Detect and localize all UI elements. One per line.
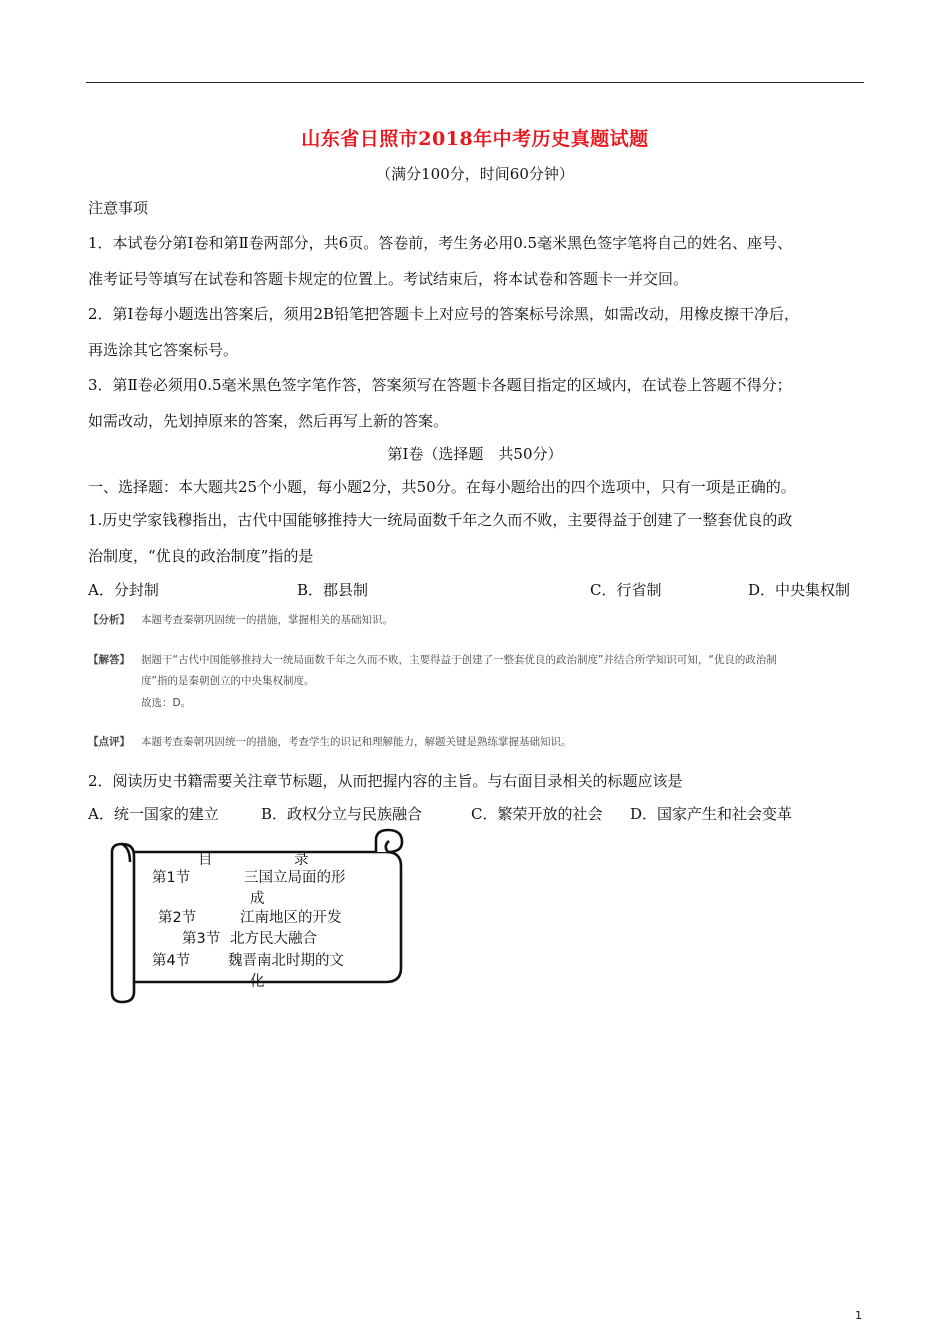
q1-stem-line-2: 治制度，“优良的政治制度”指的是 bbox=[88, 547, 314, 565]
q1-comment-tag: 【点评】 bbox=[88, 736, 130, 748]
q1-option-c: C．行省制 bbox=[590, 581, 662, 599]
q1-answer-line-1: 据题干“古代中国能够推持大一统局面数千年之久而不败，主要得益于创建了一整套优良的政治制度”并结合所学知识可知，“优良的政治制 bbox=[141, 654, 777, 666]
q1-option-b: B．郡县制 bbox=[297, 581, 369, 599]
scroll-row-1-wrap: 成 bbox=[250, 891, 265, 907]
q1-option-d: D．中央集权制 bbox=[748, 581, 851, 599]
q1-option-a: A．分封制 bbox=[88, 581, 159, 599]
notes-line-5: 3．第Ⅱ卷必须用0.5毫米黑色签字笔作答，答案须写在答题卡各题目指定的区域内，在试卷上答题不得分； bbox=[88, 376, 792, 394]
page-title: 山东省日照市2018年中考历史真题试题 bbox=[301, 128, 649, 150]
q2-option-a: A．统一国家的建立 bbox=[88, 805, 219, 823]
notes-line-6: 如需改动，先划掉原来的答案，然后再写上新的答案。 bbox=[88, 412, 449, 430]
notes-line-3: 2．第Ⅰ卷每小题选出答案后，须用2B铅笔把答题卡上对应号的答案标号涂黑，如需改动，用橡皮擦干净后， bbox=[88, 305, 800, 323]
q1-answer-line-2: 度”指的是秦朝创立的中央集权制度。 bbox=[141, 675, 315, 687]
scroll-heading-left: 目 bbox=[198, 852, 213, 868]
scroll-row-2-text: 江南地区的开发 bbox=[240, 910, 342, 926]
scroll-row-1-text: 三国立局面的形 bbox=[244, 870, 346, 886]
scroll-row-4-text: 魏晋南北时期的文 bbox=[228, 953, 344, 969]
q1-stem-line-1: 1.历史学家钱穆指出，古代中国能够推持大一统局面数千年之久而不败，主要得益于创建了一整套优良的政 bbox=[88, 511, 793, 529]
q1-answer-tag: 【解答】 bbox=[88, 654, 130, 666]
notes-heading: 注意事项 bbox=[88, 199, 149, 217]
scroll-row-1-label: 第1节 bbox=[152, 870, 191, 886]
q1-comment: 本题考查秦朝巩固统一的措施，考查学生的识记和理解能力，解题关键是熟练掌握基础知识。 bbox=[141, 736, 572, 748]
notes-line-1: 1．本试卷分第Ⅰ卷和第Ⅱ卷两部分，共6页。答卷前，考生务必用0.5毫米黑色签字笔将自己的姓名、座号、 bbox=[88, 234, 793, 252]
q2-option-b: B．政权分立与民族融合 bbox=[261, 805, 423, 823]
q2-stem: 2．阅读历史书籍需要关注章节标题，从而把握内容的主旨。与右面目录相关的标题应该是 bbox=[88, 772, 683, 790]
q1-answer-choice: 故选：D。 bbox=[141, 697, 192, 709]
scroll-heading-right: 录 bbox=[294, 852, 309, 868]
page-subtitle: （满分100分，时间60分钟） bbox=[376, 165, 574, 183]
scroll-row-4-label: 第4节 bbox=[152, 953, 191, 969]
scroll-row-3-label: 第3节 bbox=[182, 931, 221, 947]
q2-option-c: C．繁荣开放的社会 bbox=[471, 805, 603, 823]
q1-analysis-tag: 【分析】 bbox=[88, 614, 130, 626]
header-rule bbox=[86, 82, 864, 83]
scroll-row-2-label: 第2节 bbox=[158, 910, 197, 926]
q1-analysis: 本题考查秦朝巩固统一的措施，掌握相关的基础知识。 bbox=[141, 614, 393, 626]
q2-option-d: D．国家产生和社会变革 bbox=[630, 805, 793, 823]
section-instructions: 一、选择题：本大题共25个小题，每小题2分，共50分。在每小题给出的四个选项中，只有一项是正确的。 bbox=[88, 478, 796, 496]
section-title: 第Ⅰ卷（选择题 共50分） bbox=[387, 445, 563, 463]
notes-line-2: 准考证号等填写在试卷和答题卡规定的位置上。考试结束后，将本试卷和答题卡一并交回。 bbox=[88, 270, 689, 288]
scroll-row-3-text: 北方民大融合 bbox=[230, 931, 317, 947]
notes-line-4: 再选涂其它答案标号。 bbox=[88, 341, 239, 359]
page-number: 1 bbox=[855, 1309, 862, 1322]
scroll-row-4-wrap: 化 bbox=[250, 974, 265, 990]
